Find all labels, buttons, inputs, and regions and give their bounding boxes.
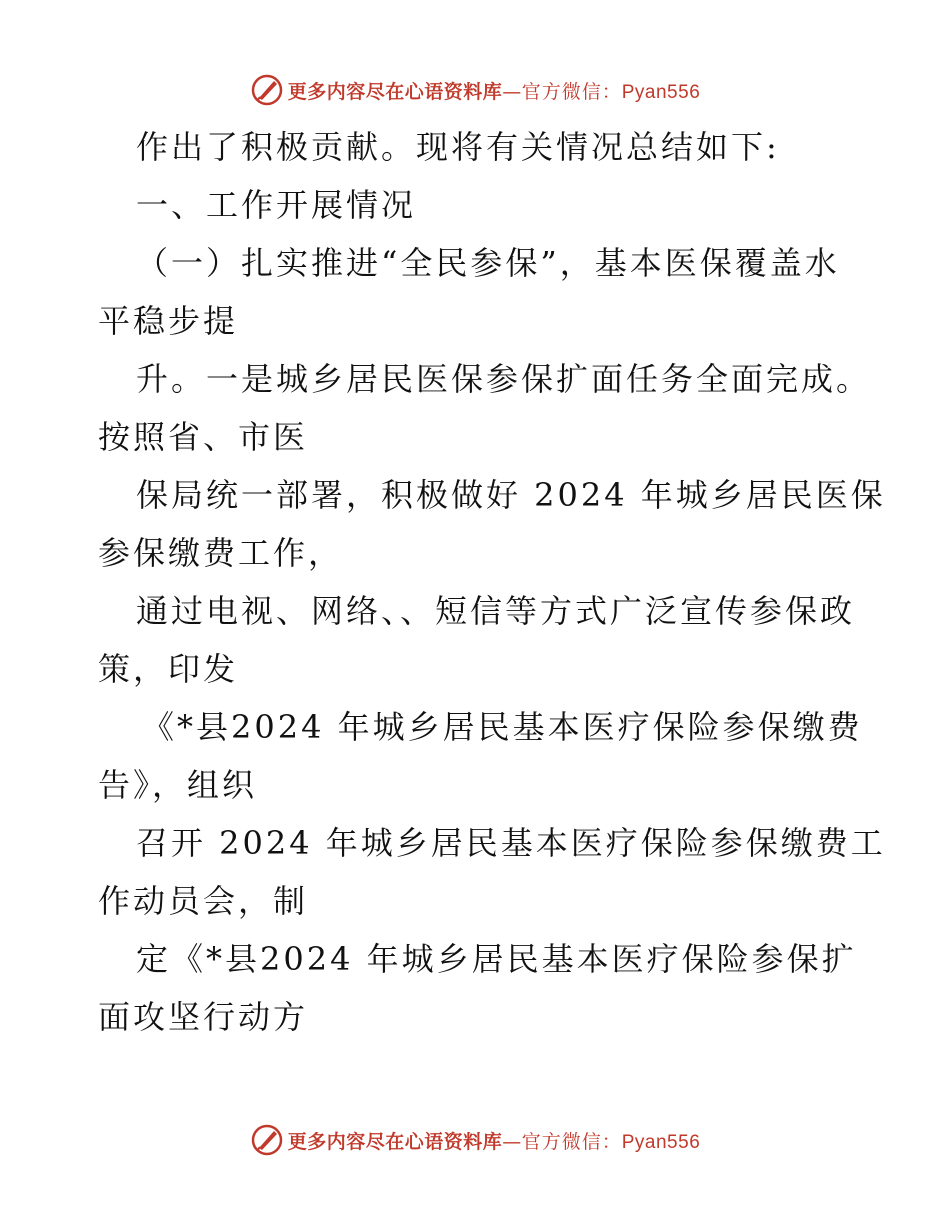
text-line: 作出了积极贡献。现将有关情况总结如下:	[136, 128, 780, 166]
text-line: 升。一是城乡居民医保参保扩面任务全面完成。	[136, 360, 872, 398]
header-watermark	[0, 70, 950, 110]
text-line: 按照省、市医	[98, 418, 309, 456]
text-line: 平稳步提	[98, 302, 239, 340]
text-line: 策，印发	[98, 650, 239, 688]
text-line: 召开 2024 年城乡居民基本医疗保险参保缴费工	[136, 824, 886, 862]
feather-pen-icon	[250, 1123, 284, 1157]
text-line: 作动员会，制	[98, 882, 309, 920]
feather-pen-icon	[250, 73, 284, 107]
text-line: 保局统一部署，积极做好 2024 年城乡居民医保	[136, 476, 886, 514]
text-line: 面攻坚行动方	[98, 998, 309, 1036]
text-line: 告》，组织	[98, 766, 258, 804]
subsection-heading: （一）扎实推进“全民参保”，基本医保覆盖水	[136, 244, 840, 282]
watermark-text: 更多内容尽在心语资料库—官方微信：Pyan556	[287, 80, 701, 103]
text-line: 通过电视、网络、、短信等方式广泛宣传参保政	[136, 592, 856, 630]
text-line: 参保缴费工作，	[98, 534, 344, 572]
section-heading: 一、工作开展情况	[136, 186, 417, 224]
text-line: 定《*县2024 年城乡居民基本医疗保险参保扩	[136, 940, 857, 978]
footer-watermark	[0, 1120, 950, 1160]
document-body	[98, 118, 886, 1046]
text-line: 《*县2024 年城乡居民基本医疗保险参保缴费	[142, 708, 863, 746]
watermark-text: 更多内容尽在心语资料库—官方微信：Pyan556	[287, 1130, 701, 1153]
